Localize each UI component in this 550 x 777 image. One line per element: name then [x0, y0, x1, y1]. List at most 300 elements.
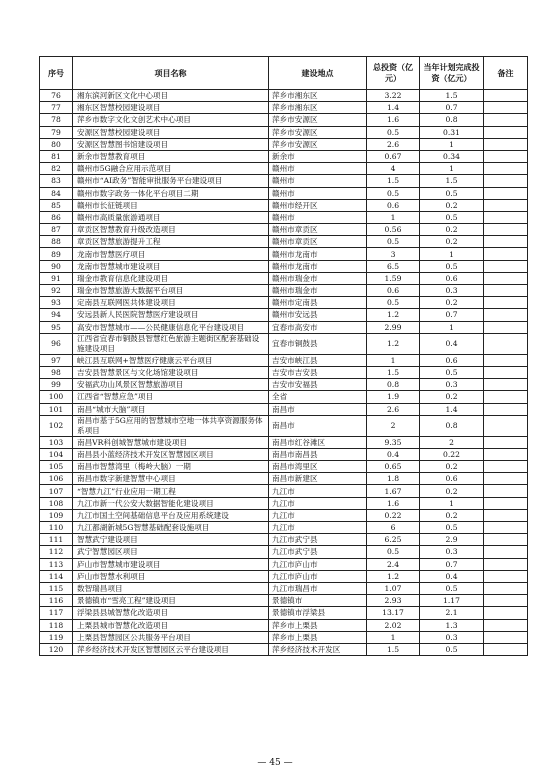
cell-project-name: 安福武功山风景区智慧旅游项目: [73, 379, 269, 391]
cell-note: [484, 522, 528, 534]
cell-total-investment: 13.17: [367, 607, 420, 619]
header-note: 备注: [484, 57, 528, 90]
cell-project-name: 武宁智慧园区项目: [73, 546, 269, 558]
cell-project-name: 新余市智慧教育项目: [73, 150, 269, 162]
table-row: [40, 595, 528, 607]
cell-note: [484, 187, 528, 199]
table-row: [40, 485, 528, 497]
cell-note: [484, 333, 528, 354]
table-row: [40, 522, 528, 534]
cell-note: [484, 582, 528, 594]
cell-location: 赣州市: [269, 163, 367, 175]
cell-project-name: 上栗县智慧园区公共服务平台项目: [73, 631, 269, 643]
cell-planned-investment: 0.5: [420, 187, 484, 199]
cell-planned-investment: 0.5: [420, 522, 484, 534]
table-row: [40, 415, 528, 436]
cell-planned-investment: 0.7: [420, 102, 484, 114]
cell-row-number: 120: [40, 643, 73, 655]
header-total-investment: 总投资（亿元）: [367, 57, 420, 90]
cell-row-number: 107: [40, 485, 73, 497]
table-header-row: [40, 57, 528, 90]
table-row: [40, 248, 528, 260]
table-row: [40, 631, 528, 643]
cell-project-name: 章贡区智慧教育升级改造项目: [73, 224, 269, 236]
cell-row-number: 102: [40, 415, 73, 436]
cell-project-name: 湘东区智慧校园建设项目: [73, 102, 269, 114]
cell-note: [484, 309, 528, 321]
cell-note: [484, 448, 528, 460]
cell-planned-investment: 0.5: [420, 366, 484, 378]
cell-location: 九江市: [269, 509, 367, 521]
cell-note: [484, 497, 528, 509]
cell-project-name: 赣州市5G融合应用示范项目: [73, 163, 269, 175]
cell-planned-investment: 2.1: [420, 607, 484, 619]
cell-total-investment: 1.4: [367, 102, 420, 114]
cell-planned-investment: 0.7: [420, 558, 484, 570]
cell-note: [484, 90, 528, 102]
cell-row-number: 77: [40, 102, 73, 114]
cell-total-investment: 1.5: [367, 366, 420, 378]
table-row: [40, 285, 528, 297]
cell-note: [484, 379, 528, 391]
cell-note: [484, 391, 528, 403]
cell-note: [484, 366, 528, 378]
cell-total-investment: 6.5: [367, 260, 420, 272]
cell-row-number: 90: [40, 260, 73, 272]
table-row: [40, 333, 528, 354]
cell-location: 赣州市瑞金市: [269, 285, 367, 297]
cell-project-name: 峡江县互联网+智慧医疗健康云平台项目: [73, 354, 269, 366]
table-row: [40, 224, 528, 236]
cell-location: 九江市: [269, 522, 367, 534]
cell-location: 萍乡市安源区: [269, 138, 367, 150]
cell-planned-investment: 1.3: [420, 619, 484, 631]
table-row: [40, 534, 528, 546]
cell-row-number: 84: [40, 187, 73, 199]
cell-row-number: 80: [40, 138, 73, 150]
cell-row-number: 95: [40, 321, 73, 333]
cell-row-number: 89: [40, 248, 73, 260]
cell-location: 南昌市: [269, 403, 367, 415]
cell-location: 九江市武宁县: [269, 546, 367, 558]
cell-note: [484, 436, 528, 448]
cell-project-name: 江西省“智慧应急”项目: [73, 391, 269, 403]
cell-note: [484, 199, 528, 211]
cell-project-name: “智慧九江”行业应用一期工程: [73, 485, 269, 497]
cell-location: 宜春市高安市: [269, 321, 367, 333]
cell-note: [484, 248, 528, 260]
cell-location: 南昌市新建区: [269, 473, 367, 485]
page-number: — 45 —: [257, 758, 293, 768]
cell-project-name: 赣州市数字政务一体化平台项目二期: [73, 187, 269, 199]
cell-location: 萍乡市湘东区: [269, 90, 367, 102]
cell-total-investment: 1: [367, 631, 420, 643]
cell-note: [484, 138, 528, 150]
cell-location: 赣州市: [269, 211, 367, 223]
cell-note: [484, 272, 528, 284]
cell-row-number: 111: [40, 534, 73, 546]
header-location: 建设地点: [269, 57, 367, 90]
cell-planned-investment: 0.2: [420, 461, 484, 473]
cell-total-investment: 0.67: [367, 150, 420, 162]
cell-location: 宜春市铜鼓县: [269, 333, 367, 354]
cell-note: [484, 509, 528, 521]
cell-planned-investment: 0.6: [420, 272, 484, 284]
cell-location: 景德镇市: [269, 595, 367, 607]
cell-project-name: 定南县互联网医共体建设项目: [73, 297, 269, 309]
cell-note: [484, 224, 528, 236]
cell-project-name: 南昌市数字新建智慧中心项目: [73, 473, 269, 485]
cell-location: 赣州市: [269, 187, 367, 199]
cell-planned-investment: 0.2: [420, 297, 484, 309]
table-row: [40, 354, 528, 366]
table-row: [40, 187, 528, 199]
cell-planned-investment: 1: [420, 138, 484, 150]
cell-total-investment: 1.6: [367, 497, 420, 509]
cell-total-investment: 9.35: [367, 436, 420, 448]
cell-planned-investment: 2.9: [420, 534, 484, 546]
cell-project-name: 数智瑞昌项目: [73, 582, 269, 594]
cell-location: 萍乡市上栗县: [269, 619, 367, 631]
cell-project-name: 安源区智慧图书馆建设项目: [73, 138, 269, 150]
table-row: [40, 546, 528, 558]
cell-location: 赣州市龙南市: [269, 248, 367, 260]
cell-row-number: 101: [40, 403, 73, 415]
table-row: [40, 90, 528, 102]
table-row: [40, 461, 528, 473]
cell-planned-investment: 1.5: [420, 175, 484, 187]
cell-note: [484, 546, 528, 558]
cell-note: [484, 114, 528, 126]
cell-row-number: 106: [40, 473, 73, 485]
cell-row-number: 79: [40, 126, 73, 138]
cell-row-number: 81: [40, 150, 73, 162]
cell-note: [484, 102, 528, 114]
cell-planned-investment: 0.4: [420, 333, 484, 354]
table-row: [40, 473, 528, 485]
cell-row-number: 83: [40, 175, 73, 187]
table-row: [40, 448, 528, 460]
cell-project-name: 南昌县小蓝经济技术开发区智慧园区项目: [73, 448, 269, 460]
cell-location: 九江市武宁县: [269, 534, 367, 546]
cell-project-name: 章贡区智慧旅游提升工程: [73, 236, 269, 248]
cell-project-name: 南昌VR科创城智慧城市建设项目: [73, 436, 269, 448]
cell-location: 景德镇市浮梁县: [269, 607, 367, 619]
cell-note: [484, 631, 528, 643]
cell-total-investment: 0.5: [367, 236, 420, 248]
cell-planned-investment: 1: [420, 248, 484, 260]
cell-project-name: 九江都湖新城5G智慧基础配套设施项目: [73, 522, 269, 534]
project-table-container: [39, 56, 527, 656]
cell-location: 萍乡经济技术开发区: [269, 643, 367, 655]
cell-total-investment: 3: [367, 248, 420, 260]
cell-location: 吉安市峡江县: [269, 354, 367, 366]
table-row: [40, 391, 528, 403]
cell-project-name: 湘东滨河新区文化中心项目: [73, 90, 269, 102]
cell-location: 南昌市南昌县: [269, 448, 367, 460]
cell-location: 九江市: [269, 485, 367, 497]
cell-total-investment: 1.67: [367, 485, 420, 497]
cell-row-number: 91: [40, 272, 73, 284]
cell-location: 赣州市章贡区: [269, 236, 367, 248]
table-row: [40, 175, 528, 187]
cell-note: [484, 175, 528, 187]
table-row: [40, 379, 528, 391]
table-row: [40, 114, 528, 126]
cell-planned-investment: 0.22: [420, 448, 484, 460]
table-row: [40, 236, 528, 248]
table-row: [40, 126, 528, 138]
table-row: [40, 607, 528, 619]
cell-total-investment: 0.5: [367, 126, 420, 138]
cell-project-name: 南昌“城市大脑”项目: [73, 403, 269, 415]
cell-row-number: 99: [40, 379, 73, 391]
cell-note: [484, 354, 528, 366]
cell-note: [484, 485, 528, 497]
cell-project-name: 上栗县城市智慧化改造项目: [73, 619, 269, 631]
cell-total-investment: 0.5: [367, 297, 420, 309]
cell-planned-investment: 0.2: [420, 224, 484, 236]
cell-planned-investment: 1.17: [420, 595, 484, 607]
cell-location: 萍乡市安源区: [269, 114, 367, 126]
cell-project-name: 南昌市基于5G应用的智慧城市空地一体共享资源服务体系项目: [73, 415, 269, 436]
cell-note: [484, 211, 528, 223]
header-planned-investment: 当年计划完成投资（亿元）: [420, 57, 484, 90]
cell-total-investment: 0.4: [367, 448, 420, 460]
cell-row-number: 104: [40, 448, 73, 460]
cell-total-investment: 1.2: [367, 333, 420, 354]
cell-project-name: 赣州市高质量旅游通项目: [73, 211, 269, 223]
cell-total-investment: 1.9: [367, 391, 420, 403]
cell-row-number: 110: [40, 522, 73, 534]
table-row: [40, 570, 528, 582]
cell-note: [484, 570, 528, 582]
cell-total-investment: 0.8: [367, 379, 420, 391]
cell-planned-investment: 1: [420, 497, 484, 509]
cell-note: [484, 643, 528, 655]
cell-note: [484, 150, 528, 162]
table-row: [40, 102, 528, 114]
cell-row-number: 92: [40, 285, 73, 297]
cell-planned-investment: 0.5: [420, 582, 484, 594]
cell-total-investment: 4: [367, 163, 420, 175]
cell-total-investment: 0.6: [367, 199, 420, 211]
cell-location: 新余市: [269, 150, 367, 162]
cell-note: [484, 461, 528, 473]
cell-note: [484, 126, 528, 138]
cell-project-name: 九江市新一代公安大数据智能化建设项目: [73, 497, 269, 509]
cell-project-name: 萍乡经济技术开发区智慧园区云平台建设项目: [73, 643, 269, 655]
cell-total-investment: 1.5: [367, 643, 420, 655]
cell-planned-investment: 0.34: [420, 150, 484, 162]
cell-planned-investment: 0.7: [420, 309, 484, 321]
cell-total-investment: 0.6: [367, 285, 420, 297]
cell-row-number: 94: [40, 309, 73, 321]
table-row: [40, 643, 528, 655]
cell-note: [484, 236, 528, 248]
table-row: [40, 297, 528, 309]
table-row: [40, 403, 528, 415]
cell-location: 吉安市安福县: [269, 379, 367, 391]
cell-note: [484, 534, 528, 546]
cell-project-name: 吉安县智慧景区与文化场馆建设项目: [73, 366, 269, 378]
cell-total-investment: 2.02: [367, 619, 420, 631]
cell-total-investment: 1.6: [367, 114, 420, 126]
cell-row-number: 87: [40, 224, 73, 236]
cell-project-name: 赣州市长征链项目: [73, 199, 269, 211]
cell-planned-investment: 0.2: [420, 391, 484, 403]
cell-project-name: 南昌市智慧湾里（梅岭大脑）一期: [73, 461, 269, 473]
cell-row-number: 86: [40, 211, 73, 223]
cell-planned-investment: 0.3: [420, 631, 484, 643]
cell-row-number: 116: [40, 595, 73, 607]
cell-location: 九江市瑞昌市: [269, 582, 367, 594]
cell-project-name: 瑞金市教育信息化建设项目: [73, 272, 269, 284]
cell-total-investment: 0.22: [367, 509, 420, 521]
cell-location: 赣州市: [269, 175, 367, 187]
cell-note: [484, 260, 528, 272]
cell-planned-investment: 0.3: [420, 379, 484, 391]
cell-row-number: 97: [40, 354, 73, 366]
cell-location: 全省: [269, 391, 367, 403]
cell-location: 赣州市安远县: [269, 309, 367, 321]
table-row: [40, 619, 528, 631]
cell-row-number: 82: [40, 163, 73, 175]
cell-planned-investment: 0.2: [420, 236, 484, 248]
table-row: [40, 497, 528, 509]
cell-planned-investment: 0.8: [420, 415, 484, 436]
cell-note: [484, 473, 528, 485]
cell-location: 吉安市吉安县: [269, 366, 367, 378]
cell-total-investment: 3.22: [367, 90, 420, 102]
cell-row-number: 85: [40, 199, 73, 211]
project-table: [39, 56, 528, 656]
cell-total-investment: 1.2: [367, 309, 420, 321]
cell-planned-investment: 0.5: [420, 211, 484, 223]
table-row: [40, 138, 528, 150]
cell-row-number: 113: [40, 558, 73, 570]
table-row: [40, 309, 528, 321]
cell-row-number: 76: [40, 90, 73, 102]
cell-project-name: 九江市国土空间基础信息平台及应用系统建设: [73, 509, 269, 521]
cell-project-name: 安源区智慧校园建设项目: [73, 126, 269, 138]
cell-project-name: 江西省宜春市铜鼓县智慧红色旅游主题街区配套基础设施建设项目: [73, 333, 269, 354]
cell-location: 九江市: [269, 497, 367, 509]
table-row: [40, 260, 528, 272]
cell-project-name: 龙南市智慧医疗项目: [73, 248, 269, 260]
cell-planned-investment: 0.31: [420, 126, 484, 138]
cell-planned-investment: 0.2: [420, 485, 484, 497]
table-row: [40, 199, 528, 211]
cell-planned-investment: 1: [420, 163, 484, 175]
cell-note: [484, 595, 528, 607]
cell-project-name: 浮梁县县城智慧化改造项目: [73, 607, 269, 619]
cell-planned-investment: 0.5: [420, 260, 484, 272]
cell-total-investment: 2.6: [367, 138, 420, 150]
table-row: [40, 509, 528, 521]
cell-project-name: 智慧武宁建设项目: [73, 534, 269, 546]
cell-project-name: 萍乡市数字文化文创艺术中心项目: [73, 114, 269, 126]
cell-note: [484, 619, 528, 631]
cell-location: 赣州市章贡区: [269, 224, 367, 236]
cell-total-investment: 1: [367, 211, 420, 223]
cell-planned-investment: 1.4: [420, 403, 484, 415]
cell-note: [484, 163, 528, 175]
cell-project-name: 瑞金市智慧旅游大数据平台项目: [73, 285, 269, 297]
cell-row-number: 117: [40, 607, 73, 619]
cell-total-investment: 0.65: [367, 461, 420, 473]
header-no: 序号: [40, 57, 73, 90]
cell-note: [484, 297, 528, 309]
cell-row-number: 105: [40, 461, 73, 473]
cell-location: 赣州市定南县: [269, 297, 367, 309]
table-row: [40, 150, 528, 162]
cell-total-investment: 0.56: [367, 224, 420, 236]
cell-note: [484, 285, 528, 297]
cell-total-investment: 2: [367, 415, 420, 436]
cell-planned-investment: 0.4: [420, 570, 484, 582]
table-row: [40, 321, 528, 333]
cell-planned-investment: 0.8: [420, 114, 484, 126]
cell-total-investment: 0.5: [367, 546, 420, 558]
cell-project-name: 赣州市“AI政务”智能审批服务平台建设项目: [73, 175, 269, 187]
cell-planned-investment: 0.5: [420, 643, 484, 655]
cell-total-investment: 2.93: [367, 595, 420, 607]
cell-note: [484, 415, 528, 436]
cell-planned-investment: 0.3: [420, 285, 484, 297]
cell-row-number: 114: [40, 570, 73, 582]
cell-total-investment: 1.07: [367, 582, 420, 594]
table-body: [40, 90, 528, 656]
cell-total-investment: 2.4: [367, 558, 420, 570]
table-row: [40, 366, 528, 378]
cell-planned-investment: 1.5: [420, 90, 484, 102]
cell-planned-investment: 2: [420, 436, 484, 448]
table-row: [40, 436, 528, 448]
cell-note: [484, 321, 528, 333]
cell-project-name: 龙南市智慧城市建设项目: [73, 260, 269, 272]
cell-location: 南昌市红谷滩区: [269, 436, 367, 448]
table-row: [40, 163, 528, 175]
cell-location: 九江市庐山市: [269, 558, 367, 570]
cell-planned-investment: 0.6: [420, 354, 484, 366]
cell-row-number: 108: [40, 497, 73, 509]
cell-total-investment: 1.5: [367, 175, 420, 187]
cell-planned-investment: 0.6: [420, 473, 484, 485]
table-row: [40, 211, 528, 223]
cell-row-number: 78: [40, 114, 73, 126]
cell-total-investment: 0.5: [367, 187, 420, 199]
cell-note: [484, 607, 528, 619]
cell-total-investment: 2.6: [367, 403, 420, 415]
cell-project-name: 安远县新人民医院智慧医疗建设项目: [73, 309, 269, 321]
cell-project-name: 庐山市智慧水利项目: [73, 570, 269, 582]
cell-project-name: 庐山市智慧城市建设项目: [73, 558, 269, 570]
cell-row-number: 88: [40, 236, 73, 248]
cell-location: 赣州市经开区: [269, 199, 367, 211]
cell-project-name: 景德镇市“雪亮工程”建设项目: [73, 595, 269, 607]
cell-location: 南昌市: [269, 415, 367, 436]
cell-location: 南昌市湾里区: [269, 461, 367, 473]
cell-planned-investment: 0.2: [420, 199, 484, 211]
cell-planned-investment: 1: [420, 321, 484, 333]
table-row: [40, 582, 528, 594]
cell-total-investment: 1.59: [367, 272, 420, 284]
cell-total-investment: 2.99: [367, 321, 420, 333]
cell-row-number: 118: [40, 619, 73, 631]
cell-total-investment: 6.25: [367, 534, 420, 546]
cell-row-number: 112: [40, 546, 73, 558]
